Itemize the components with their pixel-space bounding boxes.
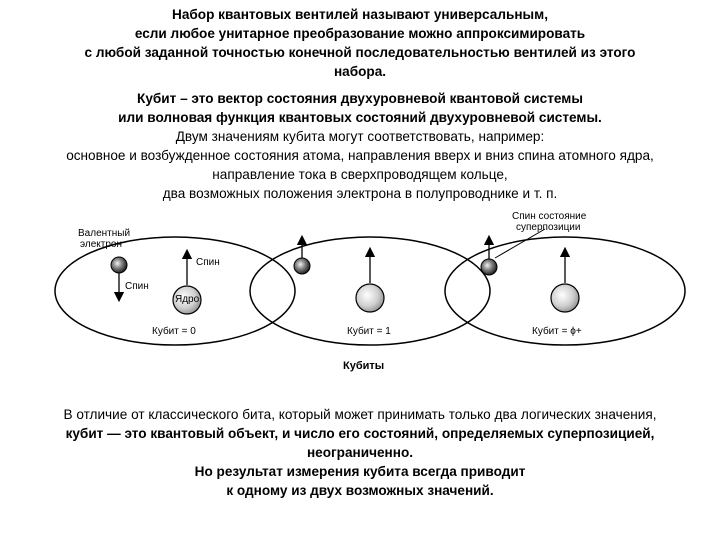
electron-right [481,259,497,275]
superposition-leader-line [495,229,545,258]
qubit-1-label: Кубит = 1 [347,326,391,337]
conclusion-line: кубит — это квантовый объект, и число его состояний, определяемых суперпозицией, [65,426,655,441]
superposition-spin-label: Спин состояние суперпозиции [512,211,587,233]
nucleus-center [356,284,384,312]
figure-caption: Кубиты [343,360,385,372]
definition-line: или волновая функция квантовых состояний двухуровневой системы. [118,110,602,125]
conclusion-line: к одному из двух возможных значений. [226,483,494,498]
conclusion-line: неограниченно. [306,445,414,460]
spin-label-left: Спин [125,281,149,292]
conclusion-line: Но результат измерения кубита всегда приводит [194,464,526,479]
nucleus-right [551,284,579,312]
conclusion-paragraph [0,405,720,500]
conclusion-line: В отличие от классического бита, который может принимать только два логических значения, [63,407,657,422]
example-line: два возможных положения электрона в полупроводнике и т. п. [162,186,558,201]
intro-line: набора. [333,64,387,79]
qubit-phi-label: Кубит = ϕ+ [532,326,582,337]
qubit-0-label: Кубит = 0 [152,326,196,337]
electron-center [294,258,310,274]
intro-line: с любой заданной точностью конечной последовательностью вентилей из этого [84,45,636,60]
electron-left [111,257,127,273]
intro-line: Набор квантовых вентилей называют универсальным, [172,7,548,22]
intro-line: если любое унитарное преобразование можно аппроксимировать [134,26,586,41]
valence-electron-label: Валентный электрон [78,228,131,250]
example-line: направление тока в сверхпроводящем кольце, [212,167,508,182]
example-line: основное и возбужденное состояния атома, направления вверх и вниз спина атомного ядра, [66,148,654,163]
nucleus-label: Ядро [175,294,200,305]
example-line: Двум значениям кубита могут соответствовать, например: [175,129,545,144]
spin-label-right: Спин [196,257,220,268]
definition-line: Кубит – это вектор состояния двухуровневой квантовой системы [137,91,583,106]
